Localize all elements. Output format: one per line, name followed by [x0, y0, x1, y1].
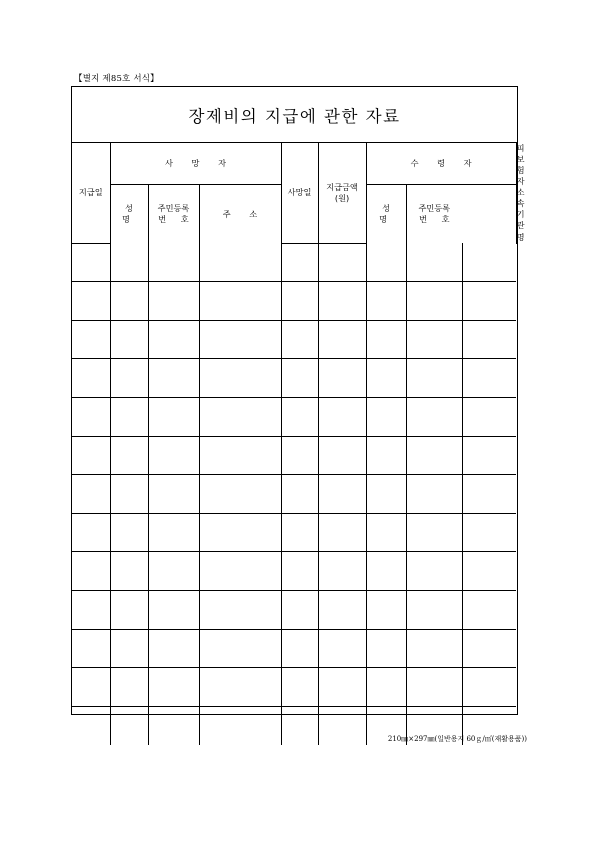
table-cell[interactable] — [281, 359, 318, 398]
table-cell[interactable] — [148, 668, 199, 707]
table-cell[interactable] — [72, 282, 110, 321]
table-cell[interactable] — [366, 397, 406, 436]
table-cell[interactable] — [148, 282, 199, 321]
table-cell[interactable] — [318, 629, 366, 668]
table-cell[interactable] — [199, 359, 281, 398]
table-cell[interactable] — [199, 668, 281, 707]
table-cell[interactable] — [406, 243, 462, 282]
form-number-label: 【별지 제85호 서식】 — [74, 74, 159, 84]
table-cell[interactable] — [148, 706, 199, 745]
table-cell[interactable] — [72, 475, 110, 514]
table-cell[interactable] — [110, 436, 148, 475]
table-cell[interactable] — [406, 436, 462, 475]
table-row — [72, 513, 516, 552]
header-amount-line2: (원) — [334, 192, 350, 203]
header-death-date: 사망일 — [281, 143, 318, 243]
header-recipient-name — [366, 185, 406, 244]
table-cell[interactable] — [148, 359, 199, 398]
table-cell[interactable] — [110, 513, 148, 552]
table-cell[interactable] — [406, 320, 462, 359]
header-deceased-address-text: 주 소 — [222, 208, 266, 219]
table-cell[interactable] — [366, 513, 406, 552]
table-cell[interactable] — [199, 320, 281, 359]
table-cell[interactable] — [462, 282, 516, 321]
table-cell[interactable] — [318, 397, 366, 436]
table-cell[interactable] — [281, 282, 318, 321]
table-cell[interactable] — [318, 590, 366, 629]
table-cell[interactable] — [110, 552, 148, 591]
paper-spec-footer: 210㎜×297㎜(일반용지 60ｇ/㎡(재활용품)) — [387, 735, 527, 743]
table-row — [72, 397, 516, 436]
table-row — [72, 243, 516, 282]
table-cell[interactable] — [281, 668, 318, 707]
table-cell[interactable] — [199, 282, 281, 321]
table-cell[interactable] — [406, 590, 462, 629]
table-cell[interactable] — [110, 668, 148, 707]
table-cell[interactable] — [110, 629, 148, 668]
table-row — [72, 359, 516, 398]
header-recipient-id — [406, 185, 462, 244]
table-cell[interactable] — [462, 668, 516, 707]
table-cell[interactable] — [366, 590, 406, 629]
table-cell[interactable] — [462, 243, 516, 282]
table-cell[interactable] — [199, 397, 281, 436]
table-cell[interactable] — [199, 706, 281, 745]
table-row — [72, 282, 516, 321]
form-frame — [71, 86, 525, 715]
table-cell[interactable] — [406, 668, 462, 707]
table-row — [72, 629, 516, 668]
table-cell[interactable] — [462, 629, 516, 668]
header-deceased-id — [148, 185, 199, 244]
header-deceased-address — [199, 185, 281, 244]
table-cell[interactable] — [199, 590, 281, 629]
table-cell[interactable] — [110, 243, 148, 282]
table-row — [72, 436, 516, 475]
header-deceased-id-line2: 번 호 — [158, 214, 195, 225]
header-recipient-group-text: 수 령 자 — [410, 158, 480, 168]
table-cell[interactable] — [318, 436, 366, 475]
payment-table: 지급일 사 망 자 사망일 지급금액 (원) 수 령 자 피보험자 소속기관명 성 명 주민등록 번 호 주 소 성 명 주민등록 번 호 — [72, 143, 516, 745]
table-cell[interactable] — [199, 243, 281, 282]
header-recipient-name-text: 성 명 — [379, 203, 396, 225]
table-cell[interactable] — [72, 320, 110, 359]
table-cell[interactable] — [406, 475, 462, 514]
table-cell[interactable] — [462, 397, 516, 436]
table-cell[interactable] — [318, 552, 366, 591]
table-cell[interactable] — [110, 359, 148, 398]
table-cell[interactable] — [281, 320, 318, 359]
table-cell[interactable] — [318, 668, 366, 707]
table-cell[interactable] — [148, 629, 199, 668]
table-cell[interactable] — [318, 243, 366, 282]
table-cell[interactable] — [366, 436, 406, 475]
table-cell[interactable] — [148, 590, 199, 629]
table-cell[interactable] — [366, 282, 406, 321]
table-cell[interactable] — [366, 552, 406, 591]
table-cell[interactable] — [110, 706, 148, 745]
table-cell[interactable] — [72, 513, 110, 552]
form-title: 장제비의 지급에 관한 자료 — [188, 106, 401, 126]
table-cell[interactable] — [110, 590, 148, 629]
table-cell[interactable] — [148, 243, 199, 282]
table-cell[interactable] — [318, 282, 366, 321]
table-cell[interactable] — [148, 397, 199, 436]
table-body — [72, 243, 516, 745]
header-amount-line1: 지급금액 — [326, 181, 358, 192]
table-cell[interactable] — [72, 552, 110, 591]
table-cell[interactable] — [462, 552, 516, 591]
table-cell[interactable] — [199, 513, 281, 552]
header-deceased-group — [110, 143, 281, 185]
table-cell[interactable] — [462, 513, 516, 552]
table-cell[interactable] — [318, 706, 366, 745]
table-cell[interactable] — [366, 320, 406, 359]
table-cell[interactable] — [72, 359, 110, 398]
table-cell[interactable] — [72, 668, 110, 707]
table-cell[interactable] — [199, 552, 281, 591]
table-cell[interactable] — [281, 475, 318, 514]
table-cell[interactable] — [462, 436, 516, 475]
table-row — [72, 320, 516, 359]
table-cell[interactable] — [110, 475, 148, 514]
table-cell[interactable] — [281, 552, 318, 591]
header-deceased-name-text: 성 명 — [122, 203, 139, 225]
table-cell[interactable] — [199, 436, 281, 475]
table-cell[interactable] — [406, 282, 462, 321]
table-cell[interactable] — [318, 320, 366, 359]
table-cell[interactable] — [462, 475, 516, 514]
header-recipient-id-line2: 번 호 — [419, 214, 456, 225]
table-cell[interactable] — [366, 359, 406, 398]
table-cell[interactable] — [366, 475, 406, 514]
table-cell[interactable] — [199, 629, 281, 668]
table-cell[interactable] — [366, 668, 406, 707]
header-amount — [318, 143, 366, 243]
table-cell[interactable] — [281, 590, 318, 629]
table-cell[interactable] — [462, 590, 516, 629]
table-cell[interactable] — [110, 282, 148, 321]
table-cell[interactable] — [72, 436, 110, 475]
header-recipient-id-line1: 주민등록 — [418, 203, 451, 213]
table-cell[interactable] — [406, 629, 462, 668]
table-cell[interactable] — [281, 513, 318, 552]
table-cell[interactable] — [72, 590, 110, 629]
table-cell[interactable] — [281, 436, 318, 475]
table-row — [72, 590, 516, 629]
table-cell[interactable] — [281, 629, 318, 668]
header-recipient-group — [366, 143, 516, 185]
table-row — [72, 475, 516, 514]
table-cell[interactable] — [318, 475, 366, 514]
table-row — [72, 668, 516, 707]
table-cell[interactable] — [318, 513, 366, 552]
header-deceased-name — [110, 185, 148, 244]
table-cell[interactable] — [72, 397, 110, 436]
header-payment-date: 지급일 — [72, 143, 110, 243]
table-cell[interactable] — [110, 397, 148, 436]
table-cell[interactable] — [148, 552, 199, 591]
table-cell[interactable] — [281, 397, 318, 436]
header-deceased-group-text: 사 망 자 — [165, 158, 234, 168]
table-cell[interactable] — [462, 359, 516, 398]
table-row — [72, 552, 516, 591]
table-cell[interactable] — [148, 475, 199, 514]
table-cell[interactable] — [148, 513, 199, 552]
table-cell[interactable] — [148, 436, 199, 475]
table-cell[interactable] — [406, 552, 462, 591]
table-cell[interactable] — [72, 243, 110, 282]
header-deceased-id-line1: 주민등록 — [157, 203, 190, 213]
table-cell[interactable] — [281, 706, 318, 745]
title-box — [72, 87, 517, 143]
table-cell[interactable] — [199, 475, 281, 514]
table-cell[interactable] — [110, 320, 148, 359]
table-cell[interactable] — [406, 359, 462, 398]
table-cell[interactable] — [462, 320, 516, 359]
table-cell[interactable] — [281, 243, 318, 282]
table-cell[interactable] — [406, 397, 462, 436]
table-cell[interactable] — [72, 629, 110, 668]
table-cell[interactable] — [366, 243, 406, 282]
table-cell[interactable] — [366, 629, 406, 668]
table-cell[interactable] — [148, 320, 199, 359]
table-cell[interactable] — [318, 359, 366, 398]
table-cell[interactable] — [406, 513, 462, 552]
table-cell[interactable] — [72, 706, 110, 745]
